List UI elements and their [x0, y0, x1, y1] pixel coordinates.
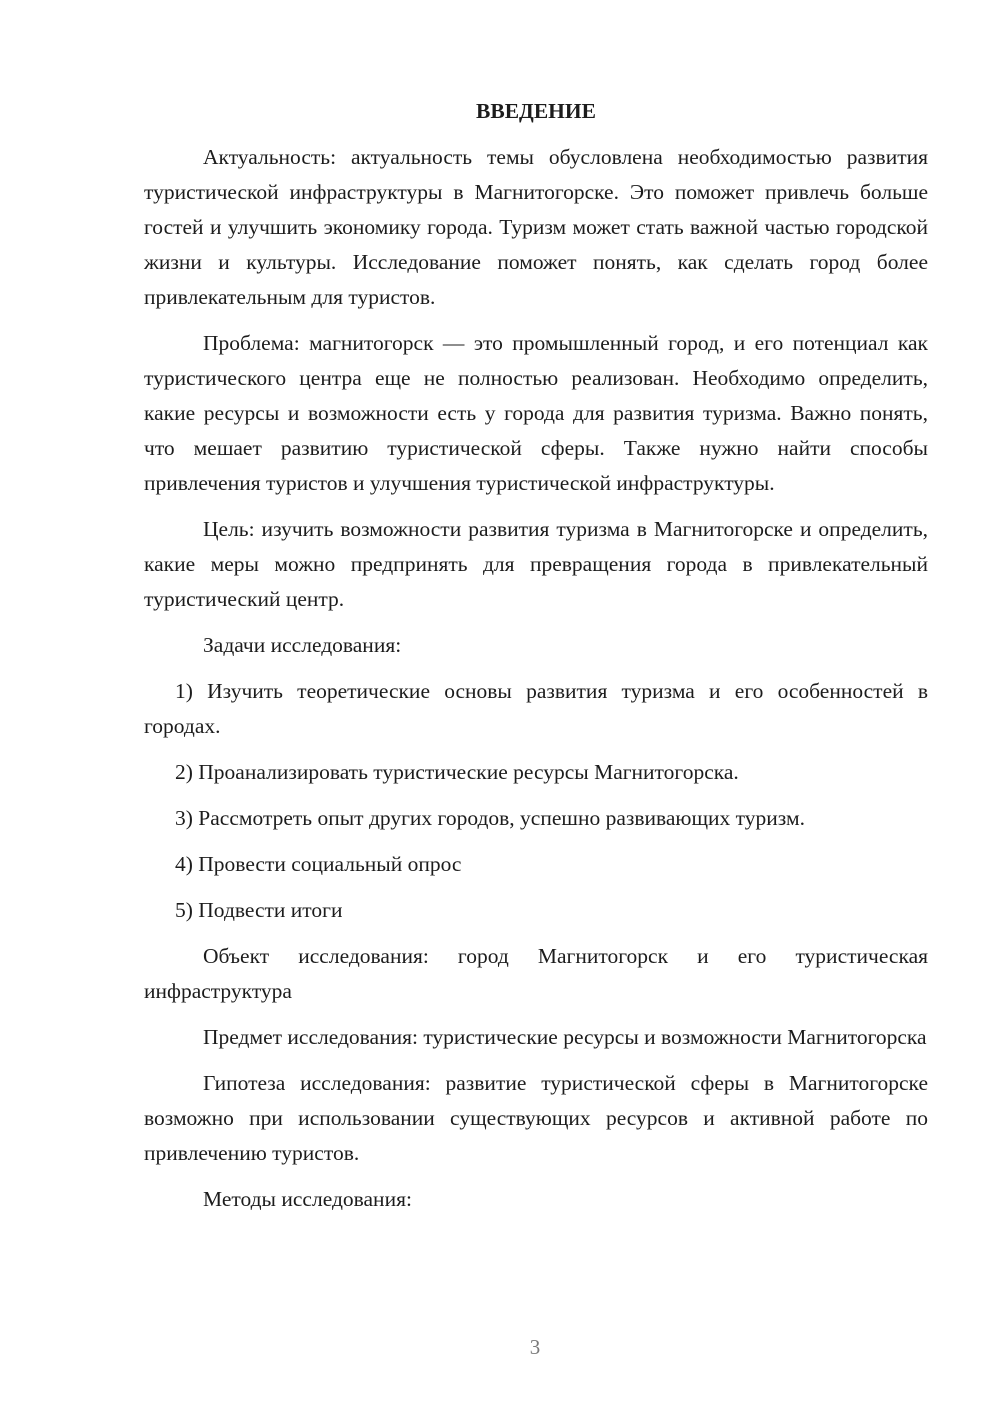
- section-title: ВВЕДЕНИЕ: [476, 99, 596, 123]
- paragraph-hypothesis: Гипотеза исследования: развитие туристической сферы в Магнитогорске возможно при использовании существующих ресурсов и активной работе по привлечению туристов.: [144, 1071, 928, 1165]
- paragraph-subject: Предмет исследования: туристические ресурсы и возможности Магнитогорска: [203, 1025, 927, 1049]
- list-item: 2) Проанализировать туристические ресурсы Магнитогорска.: [175, 760, 739, 784]
- paragraph-goal: Цель: изучить возможности развития туризма в Магнитогорске и определить, какие меры можно предпринять для превращения города в привлекательный туристический центр.: [144, 517, 928, 611]
- page-number: 3: [529, 1335, 541, 1359]
- page-content: [144, 96, 928, 1228]
- paragraph-object: Объект исследования: город Магнитогорск и его туристическая инфраструктура: [144, 944, 928, 1003]
- list-item: 4) Провести социальный опрос: [175, 852, 462, 876]
- list-item: 3) Рассмотреть опыт других городов, успешно развивающих туризм.: [175, 806, 805, 830]
- paragraph-methods: Методы исследования:: [203, 1187, 412, 1211]
- paragraph-relevance: Актуальность: актуальность темы обусловлена необходимостью развития туристической инфраструктуры в Магнитогорске. Это поможет привлечь больше гостей и улучшить экономику города. Туризм может стать важной частью городской жизни и культуры. Исследование поможет понять, как сделать город более привлекательным для туристов.: [144, 145, 928, 309]
- list-item: 5) Подвести итоги: [175, 898, 343, 922]
- tasks-list: [144, 674, 928, 928]
- paragraph-problem: Проблема: магнитогорск — это промышленный город, и его потенциал как туристического центра еще не полностью реализован. Необходимо определить, какие ресурсы и возможности есть у города для развития туризма. Важно понять, что мешает развитию туристической сферы. Также нужно найти способы привлечения туристов и улучшения туристической инфраструктуры.: [144, 331, 928, 495]
- list-item: 1) Изучить теоретические основы развития туризма и его особенностей в городах.: [144, 679, 928, 738]
- tasks-heading: Задачи исследования:: [203, 633, 402, 657]
